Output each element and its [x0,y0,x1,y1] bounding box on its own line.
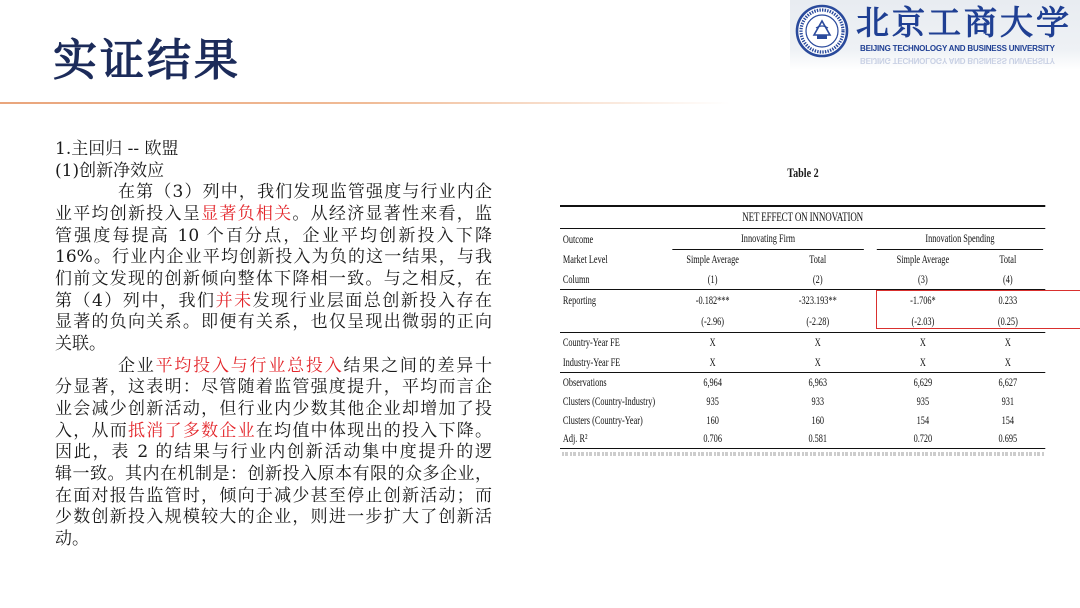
highlighted-text: 抵消了多数企业 [128,420,256,441]
text-line [55,529,492,551]
table-cell: X [1004,356,1011,369]
text-segment: 辑一致。其内在机制是：创新投入原本有限的众多企业， [55,463,492,484]
table-cell: X [709,356,716,369]
table-cell: Total [809,254,827,266]
text-segment: 因此，表 2 的结果与行业内创新活动集中度提升的逻 [55,442,492,463]
text-segment: 动。 [55,528,89,549]
text-line [55,421,492,443]
table-cell: (3) [918,273,928,286]
table-cell: X [1004,337,1011,349]
table-header-row [560,270,1045,290]
table-cell: 6,627 [998,376,1018,389]
university-seal-icon [795,4,849,58]
row-label: Industry-Year FE [562,356,621,369]
text-segment: 在面对报告监管时，倾向于减少甚至停止创新活动；而 [55,485,492,506]
text-line [55,486,492,508]
body-paragraph [55,356,492,551]
text-segment: 在均值中体现出的投入下降。 [255,420,493,441]
table-cell: 160 [811,414,824,427]
university-name-en-reflection: BEIJING TECHNOLOGY AND BUSINESS UNIVERSITY [860,56,1055,65]
table-cell: X [709,337,716,349]
text-line [55,291,492,313]
text-line [55,182,492,204]
section-heading: 1.主回归 -- 欧盟 [55,139,179,159]
text-line [55,356,492,378]
text-line [55,464,492,486]
text-line [55,507,492,529]
text-line [55,226,492,248]
text-segment: 显著的负向关系。即便有关系，也仅呈现出微弱的正向 [55,312,492,333]
row-label: Observations [562,376,607,389]
table-cell: (4) [1003,273,1013,286]
slide-title: 实证结果 [53,35,241,86]
table-row [560,411,1045,430]
table-cell: 931 [1001,395,1015,408]
table-cell: 6,963 [808,376,828,389]
table-cell: (-2.96) [701,316,725,328]
text-line [55,399,492,421]
text-line [55,269,492,291]
text-segment: 16%。行业内企业平均创新投入为负的这一结果，与我 [55,247,492,268]
text-line [55,204,492,226]
table-header-row [560,229,1045,250]
table-cell: 0.720 [913,433,933,445]
table-title: NET EFFECT ON INNOVATION [560,205,1045,229]
table-cell: 0.695 [998,433,1018,445]
row-label: Column [562,273,590,286]
table-cell: -323.193** [798,295,837,307]
highlight-box [876,290,1080,329]
table-cell: (-2.03) [911,316,935,328]
highlighted-text: 并未 [215,290,253,311]
column-group-header [875,229,1045,250]
table-cell: 0.581 [808,433,828,445]
column-group-header [665,229,875,250]
table-cell: X [919,337,926,349]
text-segment: 结果之间的差异十 [343,355,493,376]
column-group-label: Innovation Spending [877,229,1043,250]
table-cell: (1) [707,273,718,286]
table-cell: 154 [1001,414,1015,427]
table-cell: (2) [812,273,823,286]
table-caption: Table 2 [787,165,819,180]
university-name-en: BEIJING TECHNOLOGY AND BUSINESS UNIVERSITY [860,44,1055,53]
table-cell: Simple Average [686,254,739,266]
text-segment: 在第（3）列中，我们发现监管强度与行业内企 [118,182,492,203]
table-cell: 933 [811,395,824,408]
body-text [55,139,492,550]
table-note-clipped [562,452,1044,456]
table-cell: (-2.28) [806,316,830,328]
table-cell: Simple Average [896,254,950,266]
table-header-row [560,250,1045,270]
text-line [55,334,492,356]
text-segment: 分显著，这表明：尽管随着监管强度提升，平均而言企 [55,377,492,398]
table-cell: 935 [916,395,930,408]
text-segment: 入，从而 [55,420,129,441]
university-logo [790,0,1080,70]
text-segment: 少数创新投入规模较大的企业，则进一步扩大了创新活 [55,507,492,528]
row-label: Outcome [562,233,594,246]
row-label: Clusters (Country-Year) [562,414,643,427]
highlighted-text: 显著负相关 [201,203,293,224]
table-row [560,430,1045,449]
university-name-cn: 北京工商大学 [856,3,1072,42]
table-row [560,392,1045,411]
table-row [560,353,1045,373]
row-label: Market Level [562,254,608,266]
title-underline-rule [0,102,730,104]
table-cell: 935 [706,395,719,408]
table-cell: 0.706 [703,433,722,445]
section-subheading: (1)创新净效应 [55,160,165,181]
row-label: Adj. R² [562,433,588,445]
table-cell: 160 [706,414,719,427]
text-segment: 们前文发现的创新倾向整体下降相一致。与之相反，在 [55,268,492,289]
text-segment: 业平均创新投入呈 [55,203,202,224]
text-line [55,377,492,399]
table-cell: -1.706* [910,295,936,307]
table-cell: -0.182*** [695,295,730,307]
text-line [55,312,492,334]
text-segment: 业会减少创新活动，但行业内少数其他企业却增加了投 [55,398,492,419]
text-segment: 关联。 [55,333,106,354]
row-label: Clusters (Country-Industry) [562,395,656,408]
highlighted-text: 平均投入与行业总投入 [155,355,344,376]
row-label: Reporting [562,295,596,307]
text-line [55,247,492,269]
text-segment: 企业 [118,355,156,376]
table-cell: 154 [916,414,930,427]
text-segment: 管强度每提高 10 个百分点，企业平均创新投入下降 [55,225,492,246]
table-row [560,333,1045,353]
table-cell: X [814,337,821,349]
table-cell: 6,964 [703,376,722,389]
table-cell: 0.233 [998,295,1018,307]
column-group-label: Innovating Firm [672,229,864,250]
table-row [560,373,1045,392]
text-line [55,442,492,464]
table-rows [560,229,1045,449]
body-paragraphs [55,182,492,550]
text-segment: 第（4）列中，我们 [55,290,216,311]
table-cell: (0.25) [997,316,1018,328]
body-paragraph [55,182,492,355]
table-cell: 6,629 [913,376,933,389]
text-segment: 。从经济显著性来看，监 [292,203,493,224]
text-segment: 发现行业层面总创新投入存在 [252,290,493,311]
table-cell: X [919,356,926,369]
table-cell: Total [999,254,1017,266]
table-cell: X [814,356,821,369]
row-label: Country-Year FE [562,337,620,349]
